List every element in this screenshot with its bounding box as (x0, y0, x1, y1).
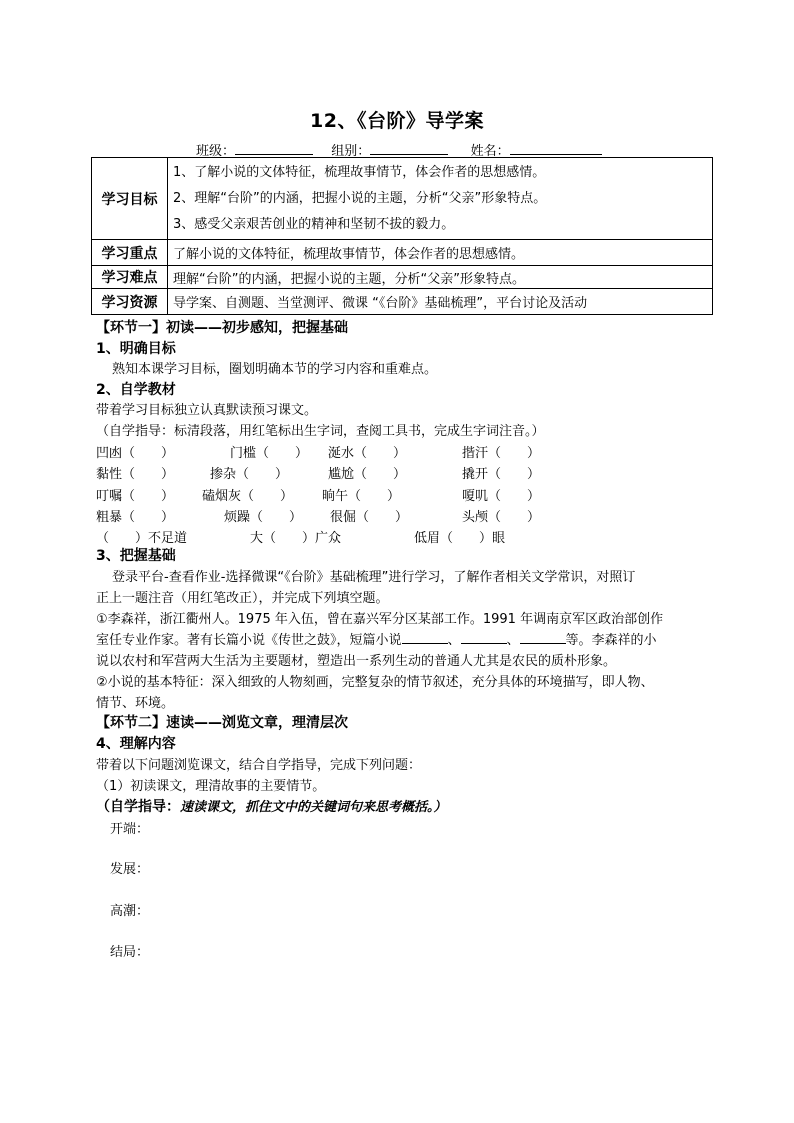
self-study-guide (96, 797, 447, 818)
separator: 、 (506, 633, 520, 648)
plot-climax-label: 高潮： (110, 904, 150, 919)
author-line2 (96, 630, 657, 651)
pinyin-item: 头颅（ ） (462, 510, 541, 525)
pinyin-item: 晌午（ ） (322, 489, 401, 504)
pinyin-item: 尴尬（ ） (328, 467, 407, 482)
feature-line2: 情节、环境。 (96, 696, 175, 711)
section2-heading: 【环节二】速读——浏览文章，理清层次 (96, 715, 348, 731)
author-line1: ①李森祥，浙江衢州人。1975 年入伍，曾在嘉兴军分区某部工作。1991 年调南京军区政治部创作 (96, 612, 664, 627)
plot-start-label: 开端： (110, 822, 150, 837)
s2-title: 2、自学教材 (96, 382, 176, 398)
pinyin-item: 粗暴（ ） (96, 510, 175, 525)
target-label: 学习目标 (92, 158, 168, 240)
difficulty-label: 学习难点 (92, 266, 168, 289)
pinyin-item: 撬开（ ） (462, 467, 541, 482)
target-item: 3、感受父亲艰苦创业的精神和坚韧不拔的毅力。 (173, 216, 455, 232)
difficulty-cell: 理解“台阶”的内涵，把握小说的主题，分析“父亲”形象特点。 (168, 266, 713, 289)
pinyin-item: 叮嘱（ ） (96, 489, 175, 504)
pinyin-item: 烦躁（ ） (224, 510, 303, 525)
resource-cell: 导学案、自测题、当堂测评、微课 “《台阶》基础梳理”，平台讨论及活动 (168, 289, 713, 315)
separator: 、 (447, 633, 461, 648)
plot-development-label: 发展： (110, 862, 150, 877)
question-1: （1）初读课文，理清故事的主要情节。 (96, 779, 326, 794)
page-title: 12、《台阶》导学案 (310, 110, 484, 132)
target-item: 1、了解小说的文体特征，梳理故事情节，体会作者的思想感情。 (173, 164, 546, 180)
s4-title: 4、理解内容 (96, 736, 176, 752)
pinyin-item: 涎水（ ） (328, 446, 407, 461)
pinyin-item: 磕烟灰（ ） (202, 489, 294, 504)
guide-label: （自学指导： (96, 799, 180, 815)
pinyin-item: （ ）不足道 (96, 531, 188, 546)
pinyin-item: 凹凼（ ） (96, 446, 175, 461)
pinyin-item: 黏性（ ） (96, 467, 175, 482)
guide-text: 速读课文，抓住文中的关键词句来思考概括。） (180, 800, 447, 815)
key-cell: 了解小说的文体特征，梳理故事情节，体会作者的思想感情。 (168, 240, 713, 266)
pinyin-item: 大（ ）广众 (250, 531, 342, 546)
pinyin-item: 嗄叽（ ） (462, 489, 541, 504)
pinyin-item: 门槛（ ） (230, 446, 309, 461)
group-label: 组别： (331, 144, 371, 159)
s3-line1: 登录平台-查看作业-选择微课“《台阶》基础梳理”进行学习，了解作者相关文学常识，对照订 (112, 570, 636, 585)
s2-text: 带着学习目标独立认真默读预习课文。 (96, 403, 318, 418)
feature-line1: ②小说的基本特征：深入细致的人物刻画，完整复杂的情节叙述，充分具体的环境描写，即人物、 (96, 675, 654, 690)
class-label: 班级： (196, 144, 236, 159)
targets-cell (168, 158, 713, 240)
fill-blank[interactable] (402, 630, 448, 644)
pinyin-item: 揩汗（ ） (462, 446, 541, 461)
s4-text: 带着以下问题浏览课文，结合自学指导，完成下列问题： (96, 758, 422, 773)
pinyin-item: 掺杂（ ） (210, 467, 289, 482)
fill-blank[interactable] (461, 630, 507, 644)
plot-ending-label: 结局： (110, 945, 150, 960)
target-item: 2、理解“台阶”的内涵，把握小说的主题，分析“父亲”形象特点。 (173, 190, 547, 206)
s3-title: 3、把握基础 (96, 548, 176, 564)
pinyin-item: 低眉（ ）眼 (414, 531, 506, 546)
s3-line2: 正上一题注音（用红笔改正），并完成下列填空题。 (96, 591, 389, 606)
pinyin-item: 很倔（ ） (330, 510, 409, 525)
author-line3: 说以农村和军营两大生活为主要题材，塑造出一系列生动的普通人尤其是农民的质朴形象。 (96, 654, 617, 669)
class-blank[interactable] (235, 142, 313, 155)
s1-title: 1、明确目标 (96, 341, 176, 357)
learning-goals-table (91, 157, 713, 315)
section1-heading: 【环节一】初读——初步感知，把握基础 (96, 320, 348, 336)
s2-guide: （自学指导：标清段落，用红笔标出生字词，查阅工具书，完成生字词注音。） (96, 424, 545, 439)
name-blank[interactable] (510, 142, 602, 155)
s1-text: 熟知本课学习目标，圈划明确本节的学习内容和重难点。 (112, 362, 438, 377)
author-line2-text: 室任专业作家。著有长篇小说《传世之鼓》，短篇小说 (96, 633, 402, 648)
group-blank[interactable] (370, 142, 448, 155)
key-label: 学习重点 (92, 240, 168, 266)
author-line2-tail: 等。李森祥的小 (565, 633, 657, 648)
name-label: 姓名： (470, 144, 510, 159)
resource-label: 学习资源 (92, 289, 168, 315)
fill-blank[interactable] (520, 630, 566, 644)
